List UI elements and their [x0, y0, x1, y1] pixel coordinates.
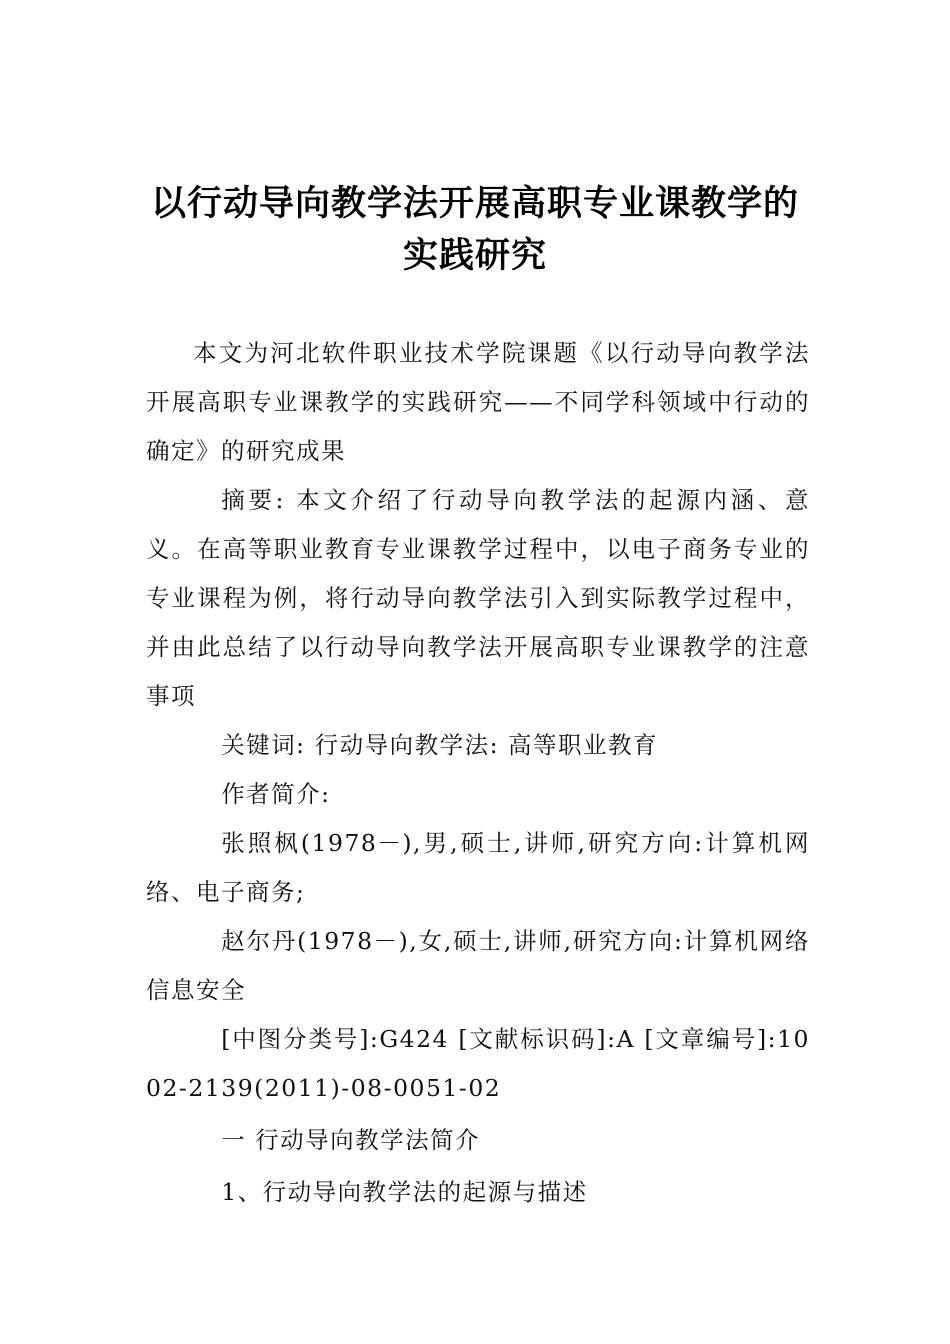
- intro-paragraph: 本文为河北软件职业技术学院课题《以行动导向教学法开展高职专业课教学的实践研究——不同学科领域中行动的确定》的研究成果: [146, 339, 810, 465]
- document-title-line-1: 以行动导向教学法开展高职专业课教学的: [150, 184, 799, 224]
- document-title-line-2: 实践研究: [402, 236, 547, 276]
- author-1-paragraph: 张照枫(1978－),男,硕士,讲师,研究方向:计算机网络、电子商务;: [146, 829, 810, 906]
- document-body: [146, 329, 810, 1217]
- classification-paragraph: [中图分类号]:G424 [文献标识码]:A [文章编号]:1002-2139(2011)-08-0051-02: [146, 1025, 810, 1102]
- keywords-paragraph: 关键词: 行动导向教学法: 高等职业教育: [221, 731, 658, 759]
- abstract-paragraph: 摘要: 本文介绍了行动导向教学法的起源内涵、意义。在高等职业教育专业课教学过程中，以电子商务专业的专业课程为例，将行动导向教学法引入到实际教学过程中，并由此总结了以行动导向教学法开展高职专业课教学的注意事项: [146, 486, 810, 710]
- subsection-1-heading: 1、行动导向教学法的起源与描述: [221, 1178, 588, 1206]
- author-intro-label: 作者简介:: [221, 780, 331, 808]
- section-1-heading: 一 行动导向教学法简介: [221, 1126, 481, 1154]
- author-2-paragraph: 赵尔丹(1978－),女,硕士,讲师,研究方向:计算机网络信息安全: [146, 927, 810, 1004]
